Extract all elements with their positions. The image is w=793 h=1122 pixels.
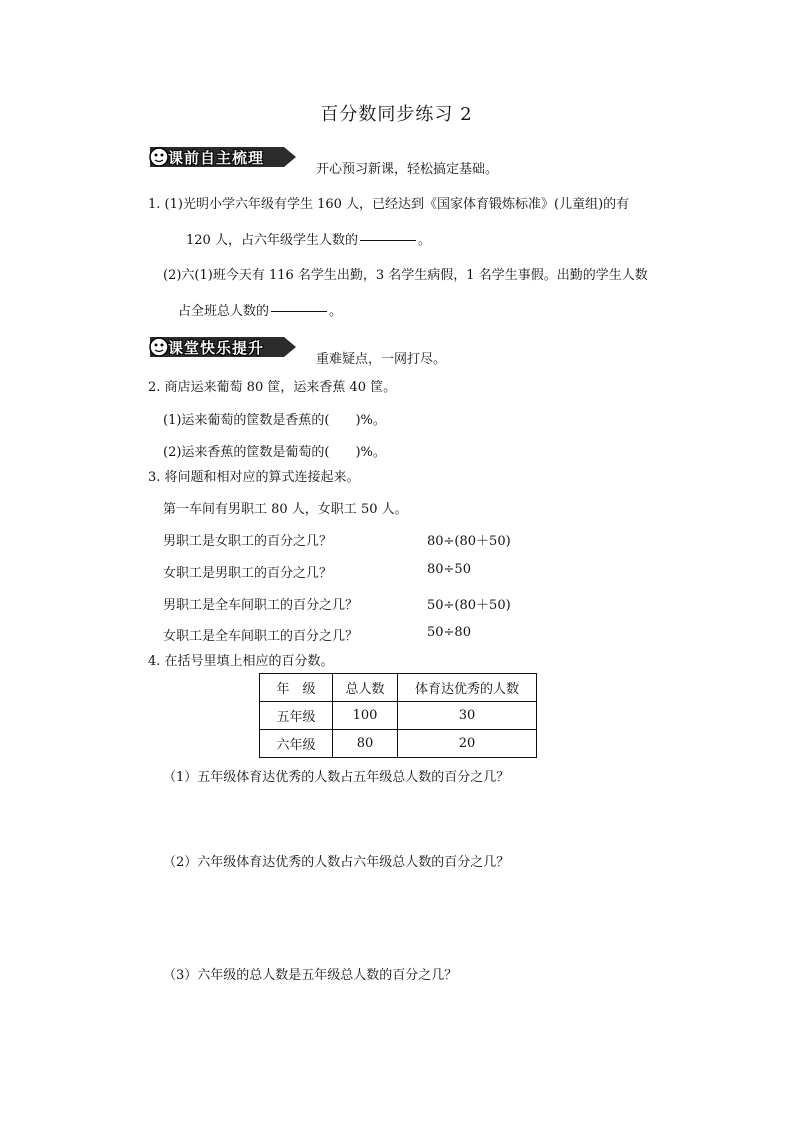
q3-question[interactable]: 男职工是全车间职工的百分之几？	[163, 598, 359, 613]
table-cell: 30	[398, 702, 537, 730]
table-cell: 五年级	[260, 702, 333, 730]
q1-part1-line2	[186, 229, 431, 248]
table-header-row	[260, 674, 537, 702]
table-header-cell: 年 级	[260, 674, 333, 702]
q4-sub-question: （1）五年级体育达优秀的人数占五年级总人数的百分之几？	[163, 770, 510, 785]
banner-label: 课堂快乐提升	[168, 339, 265, 357]
section-slogan: 开心预习新课，轻松搞定基础。	[316, 162, 499, 177]
q1-part1-end: 。	[417, 233, 431, 248]
q1-part2-end: 。	[329, 304, 343, 319]
table-cell: 80	[333, 730, 398, 758]
table-cell: 六年级	[260, 730, 333, 758]
q1-part2-line1: (2)六(1)班今天有 116 名学生出勤，3 名学生病假，1 名学生事假。出勤的学生人数	[163, 268, 648, 283]
banner-label: 课前自主梳理	[168, 149, 265, 167]
q3-intro: 第一车间有男职工 80 人，女职工 50 人。	[163, 502, 408, 517]
q2-part1: (1)运来葡萄的筐数是香蕉的( )%。	[163, 413, 386, 428]
q3-formula[interactable]: 50÷(80＋50)	[427, 598, 511, 613]
grade-table	[259, 673, 537, 758]
q3-stem: 3. 将问题和相对应的算式连接起来。	[148, 470, 360, 485]
table-header-cell: 总人数	[333, 674, 398, 702]
q4-sub-question: （2）六年级体育达优秀的人数占六年级总人数的百分之几？	[163, 855, 510, 870]
q3-formula[interactable]: 80÷50	[427, 562, 471, 577]
answer-blank[interactable]	[360, 240, 416, 241]
q1-part2-line2	[178, 300, 342, 319]
q3-question[interactable]: 女职工是全车间职工的百分之几？	[163, 629, 359, 644]
section-slogan: 重难疑点，一网打尽。	[316, 352, 447, 367]
q3-formula[interactable]: 50÷80	[427, 625, 471, 640]
table-header-cell: 体育达优秀的人数	[398, 674, 537, 702]
q2-part2: (2)运来香蕉的筐数是葡萄的( )%。	[163, 445, 386, 460]
q1-part1-text: 120 人，占六年级学生人数的	[186, 233, 358, 248]
q4-sub-question: （3）六年级的总人数是五年级总人数的百分之几？	[163, 968, 458, 983]
q3-question[interactable]: 女职工是男职工的百分之几？	[163, 566, 333, 581]
table-cell: 20	[398, 730, 537, 758]
q1-part1-line1: 1. (1)光明小学六年级有学生 160 人，已经达到《国家体育锻炼标准》(儿童组)的有	[148, 197, 630, 212]
q2-stem: 2. 商店运来葡萄 80 筐，运来香蕉 40 筐。	[148, 380, 397, 395]
table-row	[260, 702, 537, 730]
table-row	[260, 730, 537, 758]
table-cell: 100	[333, 702, 398, 730]
page-title: 百分数同步练习 2	[320, 104, 473, 125]
q3-formula[interactable]: 80÷(80＋50)	[427, 534, 511, 549]
section-banner-class	[146, 334, 296, 360]
section-banner-preview	[146, 144, 296, 170]
q1-part2-text: 占全班总人数的	[178, 304, 270, 319]
answer-blank[interactable]	[271, 311, 327, 312]
q3-question[interactable]: 男职工是女职工的百分之几？	[163, 534, 333, 549]
q4-stem: 4. 在括号里填上相应的百分数。	[148, 654, 334, 669]
